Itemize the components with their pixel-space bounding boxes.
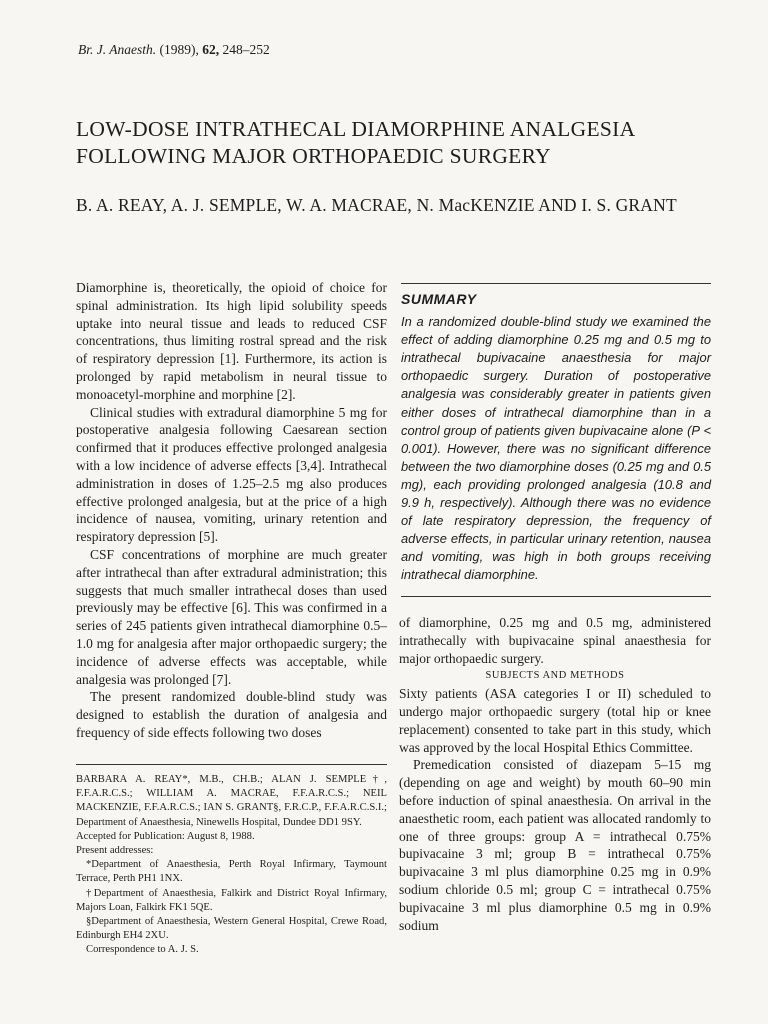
summary-text: In a randomized double-blind study we examined the effect of adding diamorphine 0.25 mg and 0.5 mg to intrathecal bupivacaine anaesthesia for major orthopaedic surgery. Duration of postoperative analgesia was considerably greater in patients given either doses of intrathecal diamorphine than in a control group of patients given bupivacaine alone (P < 0.001). However, there was no significant difference between the two diamorphine doses (0.25 mg and 0.5 mg), each providing prolonged analgesia (10.8 and 9.9 h, respectively). Although there was no evidence of late respiratory depression, the frequency of adverse effects, in particular urinary retention, nausea and vomiting, was high in both groups receiving intrathecal diamorphine. — [401, 314, 711, 583]
right-column — [399, 614, 711, 934]
correspondence: Correspondence to A. J. S. — [86, 944, 199, 956]
section-heading: SUBJECTS AND METHODS — [485, 670, 625, 682]
journal-name: Br. J. Anaesth. — [78, 42, 157, 57]
present-address: §Department of Anaesthesia, Western General Hospital, Crewe Road, Edinburgh EH4 2XU. — [76, 916, 387, 942]
present-addresses-label: Present addresses: — [76, 845, 154, 857]
journal-pages: 248–252 — [222, 42, 270, 57]
footnote-divider — [76, 764, 387, 765]
journal-volume: 62, — [202, 42, 220, 57]
accepted-date: Accepted for Publication: August 8, 1988. — [76, 830, 255, 842]
left-column — [76, 279, 387, 742]
author-affiliations — [76, 773, 387, 958]
article-authors: B. A. REAY, A. J. SEMPLE, W. A. MACRAE, N. MacKENZIE AND I. S. GRANT — [76, 195, 677, 215]
intro-paragraph: Diamorphine is, theoretically, the opioid of choice for spinal administration. Its high lipid solubility speeds uptake into neural tissue and leads to reduced CSF concentrations, thus limiting rostral spread and the risk of respiratory depression [1]. Furthermore, its action is prolonged by rapid metabolism in neural tissue to monoacetyl-morphine and morphine [2]. — [76, 280, 387, 402]
intro-paragraph: The present randomized double-blind study was designed to establish the duration of analgesia and frequency of side effects following two doses — [76, 689, 387, 740]
intro-paragraph: Clinical studies with extradural diamorphine 5 mg for postoperative analgesia following Caesarean section confirmed that it produces effective prolonged analgesia with a low incidence of adverse effects [3,4]. Intrathecal administration in doses of 1.25–2.5 mg also produces effective prolonged analgesia, but at the price of a high incidence of nausea, vomiting, urinary retention and respiratory depression [5]. — [76, 404, 387, 545]
summary-heading: SUMMARY — [401, 291, 477, 307]
journal-citation — [78, 42, 270, 58]
article-title: LOW-DOSE INTRATHECAL DIAMORPHINE ANALGESIA FOLLOWING MAJOR ORTHOPAEDIC SURGERY — [76, 117, 635, 168]
present-address: †Department of Anaesthesia, Falkirk and District Royal Infirmary, Majors Loan, Falkirk FK1 5QE. — [76, 887, 387, 913]
methods-paragraph: Premedication consisted of diazepam 5–15 mg (depending on age and weight) by mouth 60–90 min before induction of spinal anaesthesia. On arrival in the anaesthetic room, each patient was allocated randomly to one of three groups: group A = intrathecal 0.75% bupivacaine 3 ml; group B = intrathecal 0.75% bupivacaine 3 ml plus diamorphine 0.25 mg in 0.9% sodium chloride 0.5 ml; group C = intrathecal 0.75% bupivacaine 3 ml plus diamorphine 0.5 mg in 0.9% sodium — [399, 757, 711, 933]
intro-paragraph: CSF concentrations of morphine are much greater after intrathecal than after extradural administration; this suggests that much smaller intrathecal doses than used previously may be effective [6]. This was confirmed in a series of 245 patients given intrathecal diamorphine 0.5–1.0 mg for analgesia after major orthopaedic surgery; the incidence of adverse effects was acceptable, while analgesia was prolonged [7]. — [76, 546, 387, 687]
summary-box — [401, 290, 711, 585]
affiliation-authors: BARBARA A. REAY*, M.B., CH.B.; ALAN J. SEMPLE†, F.F.A.R.C.S.; WILLIAM A. MACRAE, F.F.A.R.C.S.; NEIL MACKENZIE, F.F.A.R.C.S.; IAN S. GRANT§, F.R.C.P., F.F.A.R.C.S.I.; Department of Anaesthesia, Ninewells Hospital, Dundee DD1 9SY. — [76, 774, 387, 828]
summary-bottom-rule — [401, 596, 711, 597]
journal-year: (1989), — [159, 42, 199, 57]
methods-paragraph: Sixty patients (ASA categories I or II) scheduled to undergo major orthopaedic surgery (total hip or knee replacement) consented to take part in this study, which was approved by the local Hospital Ethics Committee. — [399, 686, 711, 755]
intro-continuation: of diamorphine, 0.25 mg and 0.5 mg, administered intrathecally with bupivacaine spinal anaesthesia for major orthopaedic surgery. — [399, 615, 711, 666]
present-address: *Department of Anaesthesia, Perth Royal Infirmary, Taymount Terrace, Perth PH1 1NX. — [76, 859, 387, 885]
summary-top-rule — [401, 283, 711, 284]
